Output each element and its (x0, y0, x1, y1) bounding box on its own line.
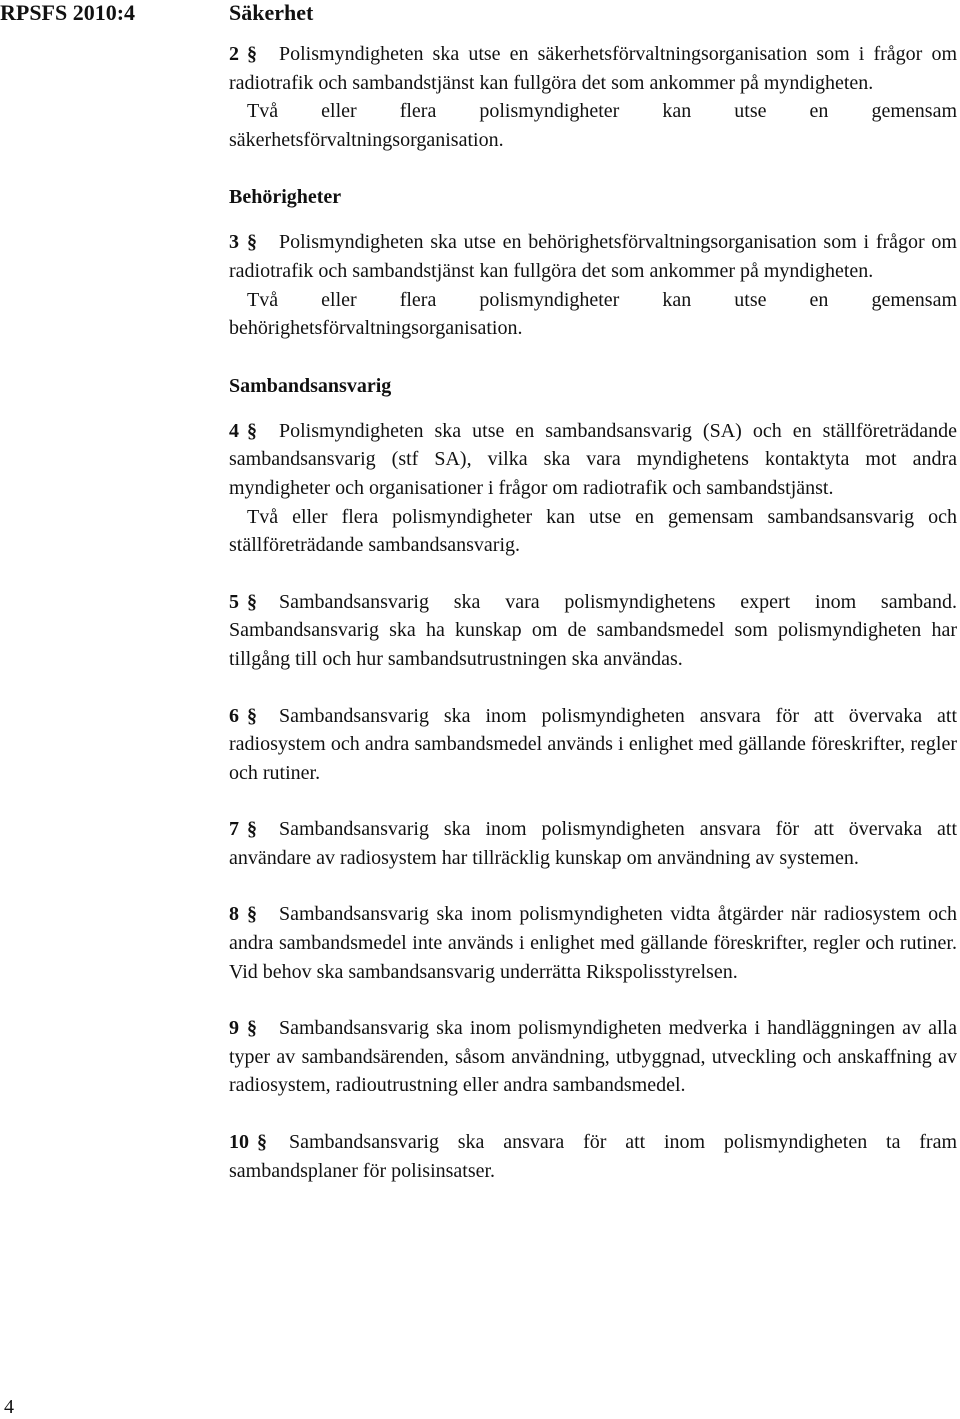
paragraph-body: Sambandsansvarig ska inom polismyndigheten ansvara för att övervaka att användare av radiosystem har tillräcklig kunskap om användning av systemen. (229, 818, 957, 869)
paragraph-3-text (229, 228, 957, 285)
paragraph-4 (229, 417, 957, 560)
paragraph-body: Sambandsansvarig ska inom polismyndigheten medverka i handläggningen av alla typer av sambandsärenden, såsom användning, utbyggnad, utveckling och anskaffning av radiosystem, radioutrustning eller andra sambandsmedel. (229, 1017, 957, 1097)
paragraph-number: 6 (229, 704, 239, 727)
paragraph-7 (229, 815, 957, 872)
paragraph-number: 7 (229, 818, 239, 841)
section-sign: § (257, 1131, 267, 1154)
paragraph-2 (229, 40, 957, 154)
section-title: Säkerhet (229, 0, 314, 25)
section-sign: § (247, 590, 257, 613)
paragraph-body: Sambandsansvarig ska ansvara för att inom polismyndigheten ta fram sambandsplaner för polisinsatser. (229, 1131, 957, 1182)
paragraph-8-text (229, 900, 957, 986)
paragraph-number: 9 (229, 1017, 239, 1040)
paragraph-5-text (229, 588, 957, 674)
paragraph-body: Sambandsansvarig ska inom polismyndigheten ansvara för att övervaka att radiosystem och andra sambandsmedel används i enlighet med gällande föreskrifter, regler och rutiner. (229, 704, 957, 784)
paragraph-body: Sambandsansvarig ska inom polismyndigheten vidta åtgärder när radiosystem och andra sambandsmedel inte används i enlighet med gällande föreskrifter, regler och rutiner. Vid behov ska sambandsansvarig underrätta Rikspolisstyrelsen. (229, 903, 957, 983)
paragraph-body: Polismyndigheten ska utse en sambandsansvarig (SA) och en ställföreträdande sambandsansvarig (stf SA), vilka ska vara myndighetens kontaktyta mot andra myndigheter och organisationer i frågor om radiotrafik och sambandstjänst. (229, 419, 957, 499)
paragraph-3 (229, 228, 957, 342)
paragraph-6 (229, 702, 957, 788)
paragraph-number: 3 (229, 231, 239, 254)
paragraph-number: 10 (229, 1131, 249, 1154)
paragraph-7-text (229, 815, 957, 872)
paragraph-number: 5 (229, 590, 239, 613)
document-code: RPSFS 2010:4 (0, 0, 136, 25)
section-sign: § (247, 704, 257, 727)
section-sign: § (247, 231, 257, 254)
section-sign: § (247, 419, 257, 442)
section-sign: § (247, 43, 257, 65)
paragraph-9-text (229, 1014, 957, 1100)
page-number: 4 (4, 1396, 14, 1418)
paragraph-4-continuation: Två eller flera polismyndigheter kan utse en gemensam sambandsansvarig och ställföreträdande sambandsansvarig. (229, 505, 957, 557)
paragraph-2-continuation: Två eller flera polismyndigheter kan utse en gemensam säkerhetsförvaltningsorganisation. (229, 100, 957, 151)
paragraph-10-text (229, 1128, 957, 1185)
paragraph-9 (229, 1014, 957, 1100)
paragraph-number: 2 (229, 43, 239, 65)
paragraph-3-continuation: Två eller flera polismyndigheter kan utse en gemensam behörighetsförvaltningsorganisation. (229, 288, 957, 340)
paragraph-body: Polismyndigheten ska utse en behörighetsförvaltningsorganisation som i frågor om radiotrafik och sambandstjänst kan fullgöra det som ankommer på myndigheten. (229, 231, 957, 282)
paragraph-number: 8 (229, 903, 239, 926)
paragraph-4-text (229, 417, 957, 503)
heading-sambandsansvarig: Sambandsansvarig (229, 374, 392, 397)
section-sign: § (247, 818, 257, 841)
paragraph-8 (229, 900, 957, 986)
heading-behorigheter: Behörigheter (229, 186, 342, 209)
paragraph-10 (229, 1128, 957, 1185)
section-sign: § (247, 903, 257, 926)
paragraph-6-text (229, 702, 957, 788)
paragraph-2-text (229, 40, 957, 97)
paragraph-body: Sambandsansvarig ska vara polismyndighetens expert inom samband. Sambandsansvarig ska ha kunskap om de sambandsmedel som polismyndigheten har tillgång till och hur sambandsutrustningen ska användas. (229, 590, 957, 670)
paragraph-body: Polismyndigheten ska utse en säkerhetsförvaltningsorganisation som i frågor om radiotrafik och sambandstjänst kan fullgöra det som ankommer på myndigheten. (229, 43, 957, 94)
section-sign: § (247, 1017, 257, 1040)
paragraph-number: 4 (229, 419, 239, 442)
paragraph-5 (229, 588, 957, 674)
document-body (229, 40, 957, 1189)
